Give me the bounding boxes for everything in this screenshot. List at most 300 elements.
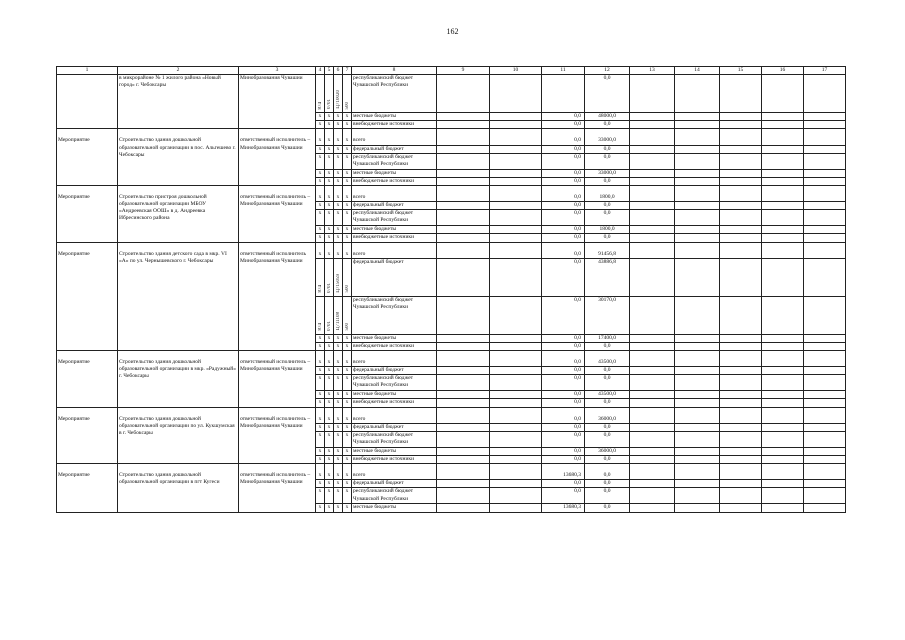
budget-code: x bbox=[334, 334, 343, 342]
measure-name: в микрорайоне № 1 жилого района «Новый город» г. Чебоксары bbox=[118, 75, 239, 129]
budget-code: x bbox=[325, 472, 334, 480]
col-15-cell bbox=[720, 358, 762, 366]
col-15-cell bbox=[720, 504, 762, 512]
col-13-cell bbox=[630, 113, 675, 121]
col-15-cell bbox=[720, 480, 762, 488]
col-12-value: 48000,0 bbox=[585, 113, 630, 121]
col-16-cell bbox=[762, 399, 804, 407]
table-header-row bbox=[57, 67, 846, 75]
col-16-cell bbox=[762, 431, 804, 447]
budget-code: x bbox=[334, 423, 343, 431]
col-14-cell bbox=[675, 250, 720, 258]
spacer-cell bbox=[585, 129, 630, 137]
col-11-value: 0,0 bbox=[542, 367, 585, 375]
col-13-cell bbox=[630, 447, 675, 455]
spacer-cell bbox=[762, 407, 804, 415]
budget-code: x bbox=[343, 342, 352, 350]
col-9-cell bbox=[437, 455, 490, 463]
funding-source: всего bbox=[352, 358, 437, 366]
col-14-cell bbox=[675, 375, 720, 391]
table-row bbox=[57, 193, 846, 201]
col-15-cell bbox=[720, 226, 762, 234]
col-14-cell bbox=[675, 75, 720, 113]
col-13-cell bbox=[630, 455, 675, 463]
col-14-cell bbox=[675, 121, 720, 129]
col-14-cell bbox=[675, 431, 720, 447]
budget-code: x bbox=[325, 113, 334, 121]
measure-name: Строительство здания детского сада в мкр. VI «А» по ул. Чернышевского г. Чебоксары bbox=[118, 250, 239, 350]
col-11-value: 0,0 bbox=[542, 375, 585, 391]
col-15-cell bbox=[720, 153, 762, 169]
spacer-cell bbox=[437, 129, 490, 137]
budget-code: x bbox=[316, 472, 325, 480]
col-16-cell bbox=[762, 391, 804, 399]
spacer-cell bbox=[118, 185, 239, 193]
col-17-cell bbox=[804, 455, 846, 463]
col-14-cell bbox=[675, 504, 720, 512]
budget-code-text: 500 bbox=[344, 285, 350, 293]
col-11-value: 0,0 bbox=[542, 137, 585, 145]
measure-name: Строительство здания дошкольной образовательной организации в пос. Альгешево г. Чебоксары bbox=[118, 137, 239, 186]
spacer-cell bbox=[57, 185, 118, 193]
budget-code: x bbox=[316, 210, 325, 226]
col-16-cell bbox=[762, 202, 804, 210]
col-14-cell bbox=[675, 202, 720, 210]
budget-code: x bbox=[334, 137, 343, 145]
col-12-value: 0,0 bbox=[585, 177, 630, 185]
col-11-value: 0,0 bbox=[542, 455, 585, 463]
col-16-cell bbox=[762, 447, 804, 455]
budget-code: x bbox=[334, 250, 343, 258]
col-12-value: 0,0 bbox=[585, 504, 630, 512]
col-14-cell bbox=[675, 210, 720, 226]
budget-code: x bbox=[343, 137, 352, 145]
col-14-cell bbox=[675, 480, 720, 488]
budget-code bbox=[343, 75, 352, 113]
col-13-cell bbox=[630, 250, 675, 258]
funding-source: местные бюджеты bbox=[352, 113, 437, 121]
col-10-cell bbox=[490, 472, 542, 480]
col-16-cell bbox=[762, 342, 804, 350]
col-14-cell bbox=[675, 137, 720, 145]
budget-code: x bbox=[325, 375, 334, 391]
budget-code: x bbox=[316, 423, 325, 431]
col-9-cell bbox=[437, 296, 490, 334]
spacer-cell bbox=[239, 464, 316, 472]
budget-code: x bbox=[325, 415, 334, 423]
col-10-cell bbox=[490, 488, 542, 504]
funding-source: федеральный бюджет bbox=[352, 423, 437, 431]
col-10-cell bbox=[490, 193, 542, 201]
spacer-cell bbox=[325, 464, 334, 472]
budget-code: x bbox=[325, 250, 334, 258]
col-9-cell bbox=[437, 447, 490, 455]
funding-source: внебюджетные источники bbox=[352, 177, 437, 185]
budget-code: x bbox=[334, 480, 343, 488]
spacer-cell bbox=[352, 242, 437, 250]
spacer-cell bbox=[325, 185, 334, 193]
col-11-value: 0,0 bbox=[542, 226, 585, 234]
column-header: 7 bbox=[343, 67, 352, 75]
col-13-cell bbox=[630, 169, 675, 177]
col-12-value: 1800,0 bbox=[585, 193, 630, 201]
budget-code bbox=[325, 258, 334, 296]
col-17-cell bbox=[804, 153, 846, 169]
budget-code: x bbox=[334, 455, 343, 463]
col-16-cell bbox=[762, 358, 804, 366]
col-17-cell bbox=[804, 145, 846, 153]
budget-code: x bbox=[316, 367, 325, 375]
col-9-cell bbox=[437, 258, 490, 296]
measure-executor: ответственный исполнитель Минобразования Чувашии bbox=[239, 250, 316, 350]
col-14-cell bbox=[675, 258, 720, 296]
budget-code: x bbox=[316, 358, 325, 366]
spacer-cell bbox=[57, 464, 118, 472]
funding-source: республиканский бюджет Чувашской Республики bbox=[352, 488, 437, 504]
measure-type: Мероприятие bbox=[57, 193, 118, 242]
col-16-cell bbox=[762, 121, 804, 129]
spacer-cell bbox=[437, 185, 490, 193]
col-15-cell bbox=[720, 296, 762, 334]
budget-code: x bbox=[343, 226, 352, 234]
col-9-cell bbox=[437, 210, 490, 226]
col-10-cell bbox=[490, 334, 542, 342]
col-11-value: 0,0 bbox=[542, 342, 585, 350]
col-9-cell bbox=[437, 342, 490, 350]
spacer-cell bbox=[630, 185, 675, 193]
spacer-cell bbox=[316, 407, 325, 415]
budget-code: x bbox=[316, 137, 325, 145]
column-header: 1 bbox=[57, 67, 118, 75]
spacer-cell bbox=[762, 129, 804, 137]
col-10-cell bbox=[490, 415, 542, 423]
col-17-cell bbox=[804, 399, 846, 407]
budget-code-text: Ц715059 bbox=[335, 273, 341, 293]
col-11-value: 0,0 bbox=[542, 250, 585, 258]
budget-code: x bbox=[316, 334, 325, 342]
col-11-value: 0,0 bbox=[542, 423, 585, 431]
budget-code: x bbox=[316, 153, 325, 169]
measure-type: Мероприятие bbox=[57, 250, 118, 350]
col-17-cell bbox=[804, 226, 846, 234]
measure-name: Строительство здания дошкольной образовательной организации в мкр. «Радужный» г. Чебоксары bbox=[118, 358, 239, 407]
col-13-cell bbox=[630, 177, 675, 185]
spacer-cell bbox=[343, 185, 352, 193]
col-9-cell bbox=[437, 472, 490, 480]
budget-code: x bbox=[343, 334, 352, 342]
col-16-cell bbox=[762, 504, 804, 512]
col-13-cell bbox=[630, 472, 675, 480]
funding-source: республиканский бюджет Чувашской Республики bbox=[352, 75, 437, 113]
col-17-cell bbox=[804, 431, 846, 447]
col-15-cell bbox=[720, 137, 762, 145]
col-10-cell bbox=[490, 367, 542, 375]
budget-code-text: 0701 bbox=[326, 99, 332, 109]
col-17-cell bbox=[804, 296, 846, 334]
col-14-cell bbox=[675, 296, 720, 334]
col-10-cell bbox=[490, 177, 542, 185]
budget-code: x bbox=[316, 447, 325, 455]
col-16-cell bbox=[762, 153, 804, 169]
col-14-cell bbox=[675, 472, 720, 480]
spacer-cell bbox=[437, 350, 490, 358]
budget-code: x bbox=[325, 169, 334, 177]
col-14-cell bbox=[675, 226, 720, 234]
funding-source: внебюджетные источники bbox=[352, 399, 437, 407]
budget-code: x bbox=[325, 455, 334, 463]
budget-code bbox=[316, 296, 325, 334]
spacer-cell bbox=[57, 407, 118, 415]
col-15-cell bbox=[720, 342, 762, 350]
measure-executor: ответственный исполнитель – Минобразования Чувашии bbox=[239, 472, 316, 512]
budget-code: x bbox=[334, 193, 343, 201]
spacer-cell bbox=[585, 407, 630, 415]
spacer-cell bbox=[675, 242, 720, 250]
budget-code: x bbox=[343, 431, 352, 447]
col-15-cell bbox=[720, 258, 762, 296]
budget-code: x bbox=[334, 391, 343, 399]
col-9-cell bbox=[437, 75, 490, 113]
spacer-cell bbox=[585, 350, 630, 358]
col-16-cell bbox=[762, 210, 804, 226]
budget-code: x bbox=[343, 367, 352, 375]
col-16-cell bbox=[762, 296, 804, 334]
funding-source: федеральный бюджет bbox=[352, 258, 437, 296]
budget-code: x bbox=[316, 342, 325, 350]
measure-executor: ответственный исполнитель – Минобразования Чувашии bbox=[239, 193, 316, 242]
budget-code: x bbox=[325, 234, 334, 242]
col-16-cell bbox=[762, 367, 804, 375]
col-11-value bbox=[542, 75, 585, 113]
col-17-cell bbox=[804, 169, 846, 177]
budget-code: x bbox=[334, 113, 343, 121]
spacer-cell bbox=[437, 242, 490, 250]
spacer-cell bbox=[325, 129, 334, 137]
col-10-cell bbox=[490, 480, 542, 488]
col-11-value: 0,0 bbox=[542, 431, 585, 447]
funding-source: внебюджетные источники bbox=[352, 342, 437, 350]
col-9-cell bbox=[437, 177, 490, 185]
col-13-cell bbox=[630, 137, 675, 145]
budget-code: x bbox=[343, 121, 352, 129]
col-14-cell bbox=[675, 234, 720, 242]
col-10-cell bbox=[490, 234, 542, 242]
col-16-cell bbox=[762, 177, 804, 185]
col-14-cell bbox=[675, 447, 720, 455]
col-11-value: 0,0 bbox=[542, 202, 585, 210]
col-9-cell bbox=[437, 391, 490, 399]
col-12-value: 36000,0 bbox=[585, 447, 630, 455]
funding-source: местные бюджеты bbox=[352, 334, 437, 342]
budget-code: x bbox=[334, 121, 343, 129]
col-12-value: 0,0 bbox=[585, 202, 630, 210]
col-13-cell bbox=[630, 415, 675, 423]
spacer-cell bbox=[675, 350, 720, 358]
col-16-cell bbox=[762, 375, 804, 391]
col-15-cell bbox=[720, 193, 762, 201]
funding-source: республиканский бюджет Чувашской Республики bbox=[352, 375, 437, 391]
budget-code: x bbox=[316, 480, 325, 488]
col-13-cell bbox=[630, 423, 675, 431]
budget-code: x bbox=[343, 375, 352, 391]
col-11-value: 0,0 bbox=[542, 334, 585, 342]
col-12-value: 0,0 bbox=[585, 488, 630, 504]
budget-code: x bbox=[343, 391, 352, 399]
spacer-cell bbox=[325, 242, 334, 250]
budget-code-text: 874 bbox=[317, 323, 323, 331]
budget-code: x bbox=[316, 113, 325, 121]
spacer-cell bbox=[239, 407, 316, 415]
col-10-cell bbox=[490, 145, 542, 153]
column-header: 15 bbox=[720, 67, 762, 75]
budget-code: x bbox=[334, 358, 343, 366]
col-10-cell bbox=[490, 342, 542, 350]
budget-code: x bbox=[343, 202, 352, 210]
spacer-cell bbox=[437, 464, 490, 472]
budget-code: x bbox=[343, 399, 352, 407]
budget-code: x bbox=[334, 488, 343, 504]
budget-code: x bbox=[316, 169, 325, 177]
spacer-cell bbox=[334, 350, 343, 358]
spacer-cell bbox=[57, 242, 118, 250]
table-row bbox=[57, 137, 846, 145]
col-17-cell bbox=[804, 113, 846, 121]
budget-code-text: Ц711108 bbox=[335, 312, 341, 331]
spacer-cell bbox=[762, 464, 804, 472]
spacer-cell bbox=[804, 185, 846, 193]
block-spacer bbox=[57, 242, 846, 250]
budget-code: x bbox=[325, 153, 334, 169]
col-10-cell bbox=[490, 375, 542, 391]
col-14-cell bbox=[675, 391, 720, 399]
funding-source: всего bbox=[352, 137, 437, 145]
budget-code: x bbox=[316, 399, 325, 407]
col-13-cell bbox=[630, 342, 675, 350]
budget-code: x bbox=[316, 391, 325, 399]
measure-executor: Минобразования Чувашии bbox=[239, 75, 316, 129]
spacer-cell bbox=[804, 464, 846, 472]
col-13-cell bbox=[630, 504, 675, 512]
budget-code: x bbox=[343, 250, 352, 258]
budget-code: x bbox=[334, 234, 343, 242]
spacer-cell bbox=[334, 185, 343, 193]
funding-source: федеральный бюджет bbox=[352, 202, 437, 210]
spacer-cell bbox=[239, 185, 316, 193]
col-17-cell bbox=[804, 177, 846, 185]
col-11-value: 0,0 bbox=[542, 121, 585, 129]
budget-code: x bbox=[325, 358, 334, 366]
spacer-cell bbox=[325, 407, 334, 415]
spacer-cell bbox=[239, 350, 316, 358]
budget-code: x bbox=[343, 455, 352, 463]
col-10-cell bbox=[490, 137, 542, 145]
funding-source: республиканский бюджет Чувашской Республики bbox=[352, 296, 437, 334]
col-12-value: 43886,8 bbox=[585, 258, 630, 296]
budget-code: x bbox=[316, 488, 325, 504]
spacer-cell bbox=[720, 242, 762, 250]
col-16-cell bbox=[762, 145, 804, 153]
budget-code: x bbox=[334, 177, 343, 185]
col-10-cell bbox=[490, 258, 542, 296]
col-12-value: 0,0 bbox=[585, 145, 630, 153]
col-14-cell bbox=[675, 334, 720, 342]
spacer-cell bbox=[630, 464, 675, 472]
budget-code: x bbox=[316, 504, 325, 512]
col-16-cell bbox=[762, 75, 804, 113]
col-15-cell bbox=[720, 250, 762, 258]
col-17-cell bbox=[804, 193, 846, 201]
col-9-cell bbox=[437, 504, 490, 512]
col-17-cell bbox=[804, 334, 846, 342]
col-12-value: 0,0 bbox=[585, 121, 630, 129]
col-11-value: 0,0 bbox=[542, 480, 585, 488]
col-13-cell bbox=[630, 145, 675, 153]
block-spacer bbox=[57, 129, 846, 137]
funding-source: внебюджетные источники bbox=[352, 455, 437, 463]
col-15-cell bbox=[720, 399, 762, 407]
col-16-cell bbox=[762, 234, 804, 242]
budget-code: x bbox=[325, 177, 334, 185]
measure-type bbox=[57, 75, 118, 129]
spacer-cell bbox=[804, 129, 846, 137]
col-17-cell bbox=[804, 121, 846, 129]
spacer-cell bbox=[343, 242, 352, 250]
col-17-cell bbox=[804, 472, 846, 480]
budget-code: x bbox=[325, 137, 334, 145]
col-13-cell bbox=[630, 296, 675, 334]
col-17-cell bbox=[804, 258, 846, 296]
budget-code: x bbox=[334, 415, 343, 423]
block-spacer bbox=[57, 185, 846, 193]
col-17-cell bbox=[804, 342, 846, 350]
col-14-cell bbox=[675, 193, 720, 201]
budget-code: x bbox=[316, 234, 325, 242]
budget-code bbox=[316, 258, 325, 296]
budget-table bbox=[56, 66, 846, 513]
column-header: 9 bbox=[437, 67, 490, 75]
col-12-value: 0,0 bbox=[585, 153, 630, 169]
spacer-cell bbox=[585, 242, 630, 250]
spacer-cell bbox=[352, 407, 437, 415]
col-16-cell bbox=[762, 415, 804, 423]
col-15-cell bbox=[720, 75, 762, 113]
col-12-value: 33000,0 bbox=[585, 169, 630, 177]
budget-code: x bbox=[334, 431, 343, 447]
spacer-cell bbox=[343, 129, 352, 137]
budget-code: x bbox=[334, 169, 343, 177]
col-15-cell bbox=[720, 447, 762, 455]
budget-code: x bbox=[343, 169, 352, 177]
column-header: 17 bbox=[804, 67, 846, 75]
col-17-cell bbox=[804, 137, 846, 145]
col-11-value: 0,0 bbox=[542, 234, 585, 242]
col-9-cell bbox=[437, 375, 490, 391]
spacer-cell bbox=[675, 129, 720, 137]
budget-code: x bbox=[334, 399, 343, 407]
col-17-cell bbox=[804, 75, 846, 113]
spacer-cell bbox=[804, 242, 846, 250]
table-row bbox=[57, 75, 846, 113]
col-10-cell bbox=[490, 202, 542, 210]
budget-code: x bbox=[316, 121, 325, 129]
budget-code: x bbox=[343, 480, 352, 488]
col-17-cell bbox=[804, 480, 846, 488]
col-17-cell bbox=[804, 202, 846, 210]
col-12-value: 0,0 bbox=[585, 210, 630, 226]
col-10-cell bbox=[490, 504, 542, 512]
budget-code: x bbox=[334, 447, 343, 455]
spacer-cell bbox=[720, 407, 762, 415]
